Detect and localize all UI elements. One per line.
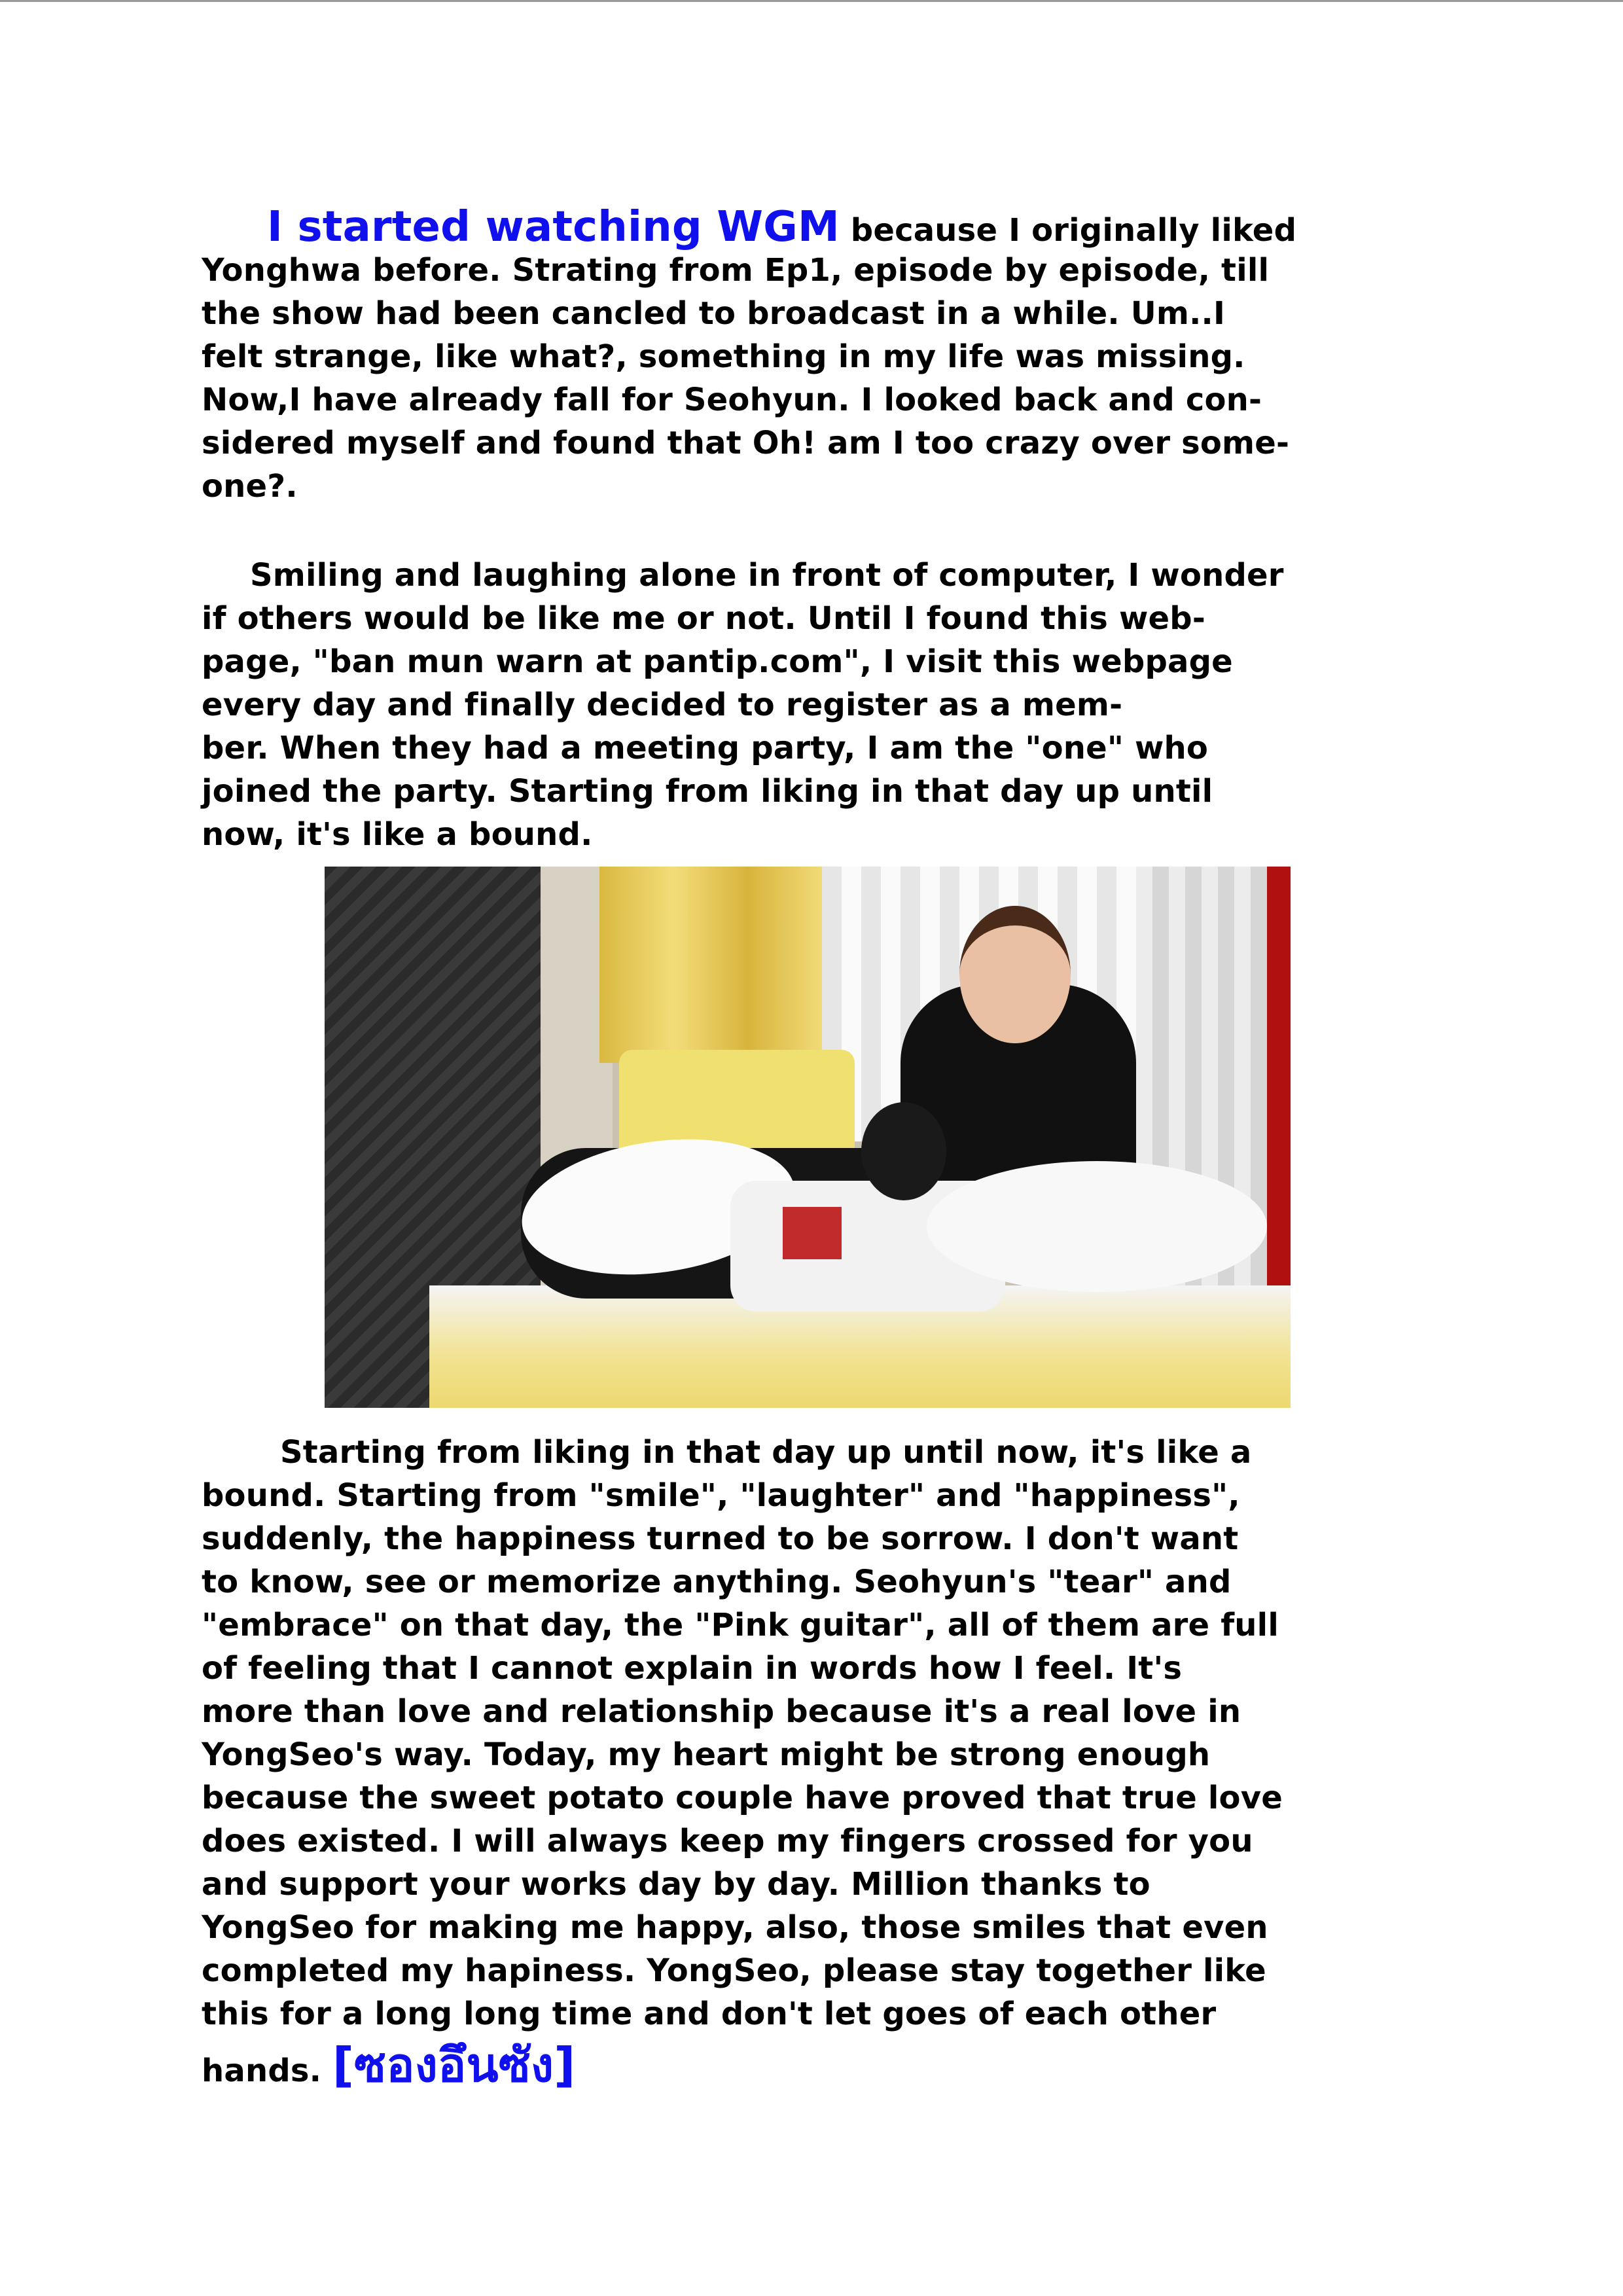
paragraph-line: of feeling that I cannot explain in words how I feel. It's bbox=[202, 1650, 1183, 1687]
paragraph-line: to know, see or memorize anything. Seohyun's "tear" and bbox=[202, 1564, 1232, 1600]
paragraph-line: Now,I have already fall for Seohyun. I looked back and con- bbox=[202, 382, 1262, 418]
paragraph-intro bbox=[202, 203, 1297, 508]
text: Starting from liking in that day up until now, it's like a bbox=[280, 1434, 1252, 1471]
paragraph-line: suddenly, the happiness turned to be sorrow. I don't want bbox=[202, 1520, 1239, 1557]
paragraph-line: and support your works day by day. Million thanks to bbox=[202, 1866, 1150, 1903]
paragraph-line: sidered myself and found that Oh! am I too crazy over some- bbox=[202, 425, 1290, 461]
highlight-title: I started watching WGM bbox=[267, 203, 840, 251]
paragraph-line: does existed. I will always keep my fingers crossed for you bbox=[202, 1823, 1253, 1859]
paragraph-line: joined the party. Starting from liking in that day up until bbox=[202, 773, 1213, 810]
paragraph-line: YongSeo's way. Today, my heart might be strong enough bbox=[202, 1736, 1211, 1773]
paragraph-line: now, it's like a bound. bbox=[202, 816, 593, 853]
paragraph-discovery bbox=[202, 554, 1284, 856]
text: because I originally liked bbox=[839, 212, 1297, 249]
photo-couple-on-bed bbox=[325, 867, 1291, 1408]
text: Smiling and laughing alone in front of computer, I wonder bbox=[250, 557, 1284, 594]
signature: [ซองอึนซัง] bbox=[332, 2037, 576, 2092]
paragraph-line: this for a long long time and don't let goes of each other bbox=[202, 1996, 1217, 2032]
paragraph-line bbox=[202, 554, 1284, 597]
text: hands. bbox=[202, 2053, 333, 2089]
paragraph-line: the show had been cancled to broadcast in a while. Um..I bbox=[202, 295, 1226, 332]
paragraph-line: more than love and relationship because it's a real love in bbox=[202, 1693, 1241, 1730]
paragraph-line bbox=[202, 1431, 1283, 1474]
paragraph-line: bound. Starting from "smile", "laughter" and "happiness", bbox=[202, 1477, 1240, 1514]
paragraph-line: YongSeo for making me happy, also, those smiles that even bbox=[202, 1909, 1268, 1946]
paragraph-line: "embrace" on that day, the "Pink guitar", all of them are full bbox=[202, 1607, 1279, 1643]
paragraph-line: completed my hapiness. YongSeo, please stay together like bbox=[202, 1952, 1266, 1989]
paragraph-line: Yonghwa before. Strating from Ep1, episode by episode, till bbox=[202, 252, 1270, 289]
page-border bbox=[0, 0, 1623, 2]
paragraph-line: felt strange, like what?, something in my life was missing. bbox=[202, 338, 1245, 375]
paragraph-feelings bbox=[202, 1431, 1283, 2094]
paragraph-line: page, "ban mun warn at pantip.com", I visit this webpage bbox=[202, 643, 1233, 680]
paragraph-line: one?. bbox=[202, 468, 298, 505]
paragraph-line: if others would be like me or not. Until I found this web- bbox=[202, 600, 1205, 637]
paragraph-line: ber. When they had a meeting party, I am the "one" who bbox=[202, 730, 1209, 766]
paragraph-line bbox=[202, 2036, 1283, 2094]
paragraph-line bbox=[202, 203, 1297, 251]
paragraph-line: every day and finally decided to register as a mem- bbox=[202, 687, 1123, 723]
paragraph-line: because the sweet potato couple have proved that true love bbox=[202, 1780, 1283, 1816]
